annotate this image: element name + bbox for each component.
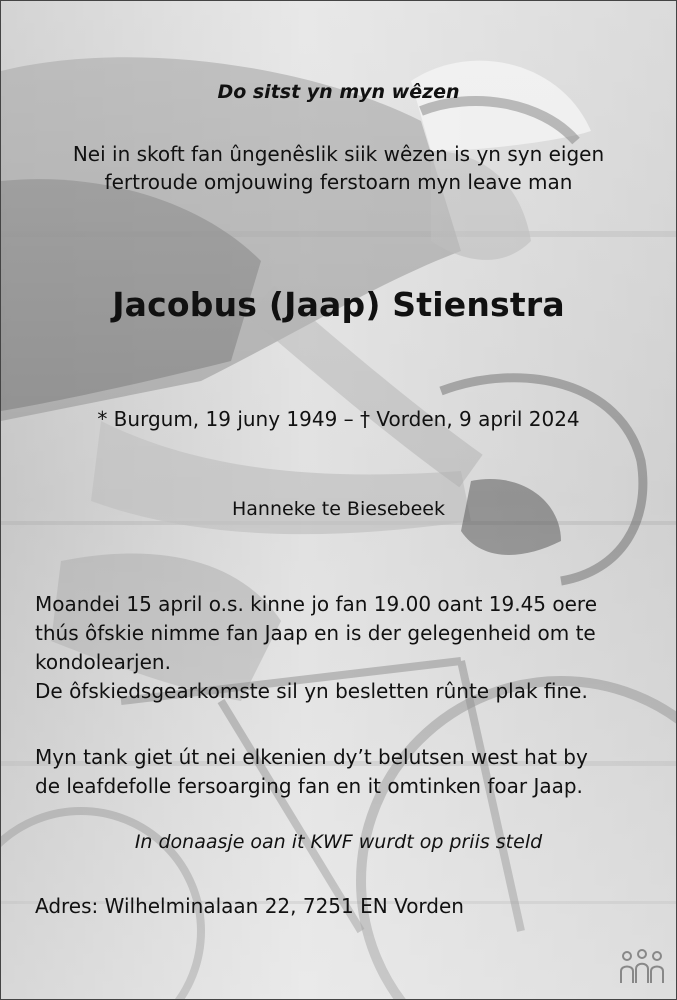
deceased-name: Jacobus (Jaap) Stienstra: [112, 285, 565, 324]
paragraph-line: Moandei 15 april o.s. kinne jo fan 19.00 oant 19.45 oere: [35, 592, 598, 616]
thanks-paragraph: [35, 743, 655, 801]
people-group-icon: [618, 949, 666, 989]
visitation-paragraph: [35, 590, 655, 706]
intro-line-2: fertroude omjouwing ferstoarn myn leave man: [104, 170, 573, 194]
intro-line-1: Nei in skoft fan ûngenêslik siik wêzen is yn syn eigen: [72, 142, 605, 166]
paragraph-line: De ôfskiedsgearkomste sil yn besletten rûnte plak fine.: [35, 679, 588, 703]
donation-note: In donaasje oan it KWF wurdt op priis steld: [134, 831, 543, 853]
paragraph-line: Myn tank giet út nei elkenien dy’t belutsen west hat by: [35, 745, 588, 769]
paragraph-line: thús ôfskie nimme fan Jaap en is der gelegenheid om te: [35, 621, 596, 645]
paragraph-line: de leafdefolle fersoarging fan en it omtinken foar Jaap.: [35, 774, 583, 798]
birth-death-dates: * Burgum, 19 juny 1949 – † Vorden, 9 april 2024: [97, 407, 580, 431]
notice-text: [1, 1, 676, 999]
paragraph-line: kondolearjen.: [35, 650, 171, 674]
motto: Do sitst yn myn wêzen: [217, 81, 460, 103]
address: Adres: Wilhelminalaan 22, 7251 EN Vorden: [35, 894, 464, 918]
spouse-name: Hanneke te Biesebeek: [232, 498, 445, 520]
